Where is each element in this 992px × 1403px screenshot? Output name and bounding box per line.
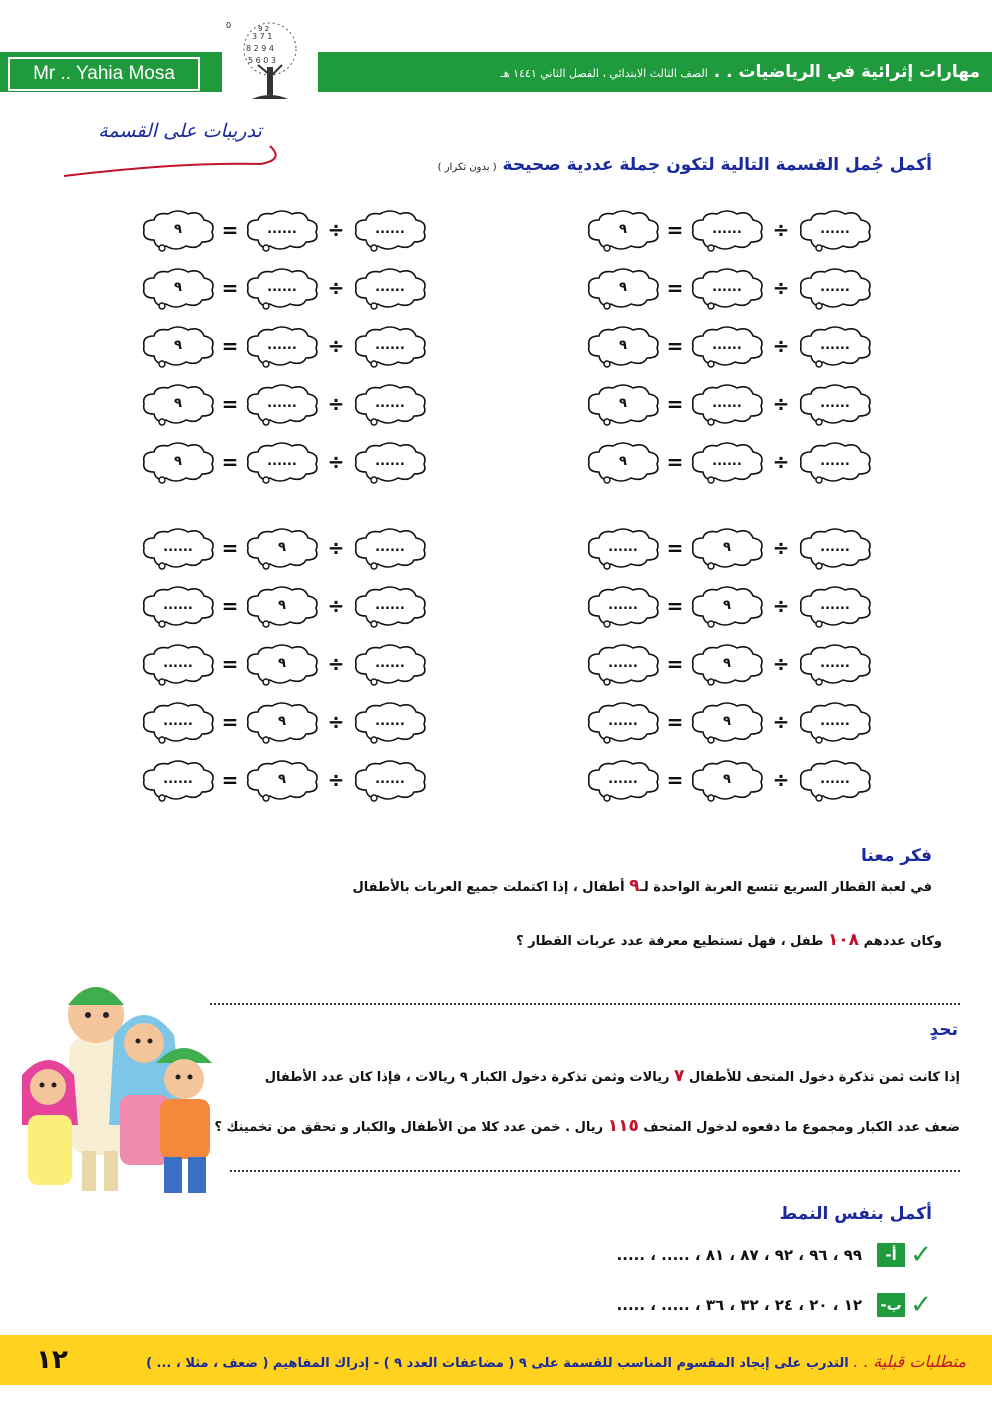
divide-sign: ÷ [772, 276, 790, 300]
divide-sign: ÷ [327, 594, 345, 618]
division-equation [140, 442, 460, 486]
result-cloud-value: ...... [608, 656, 638, 671]
challenge-line-1 [265, 1066, 960, 1086]
result-cloud-value: ...... [608, 598, 638, 613]
divisor-cloud-value: ...... [267, 454, 297, 469]
dividend-cloud[interactable] [352, 760, 428, 804]
divisor-cloud[interactable] [244, 268, 320, 312]
divide-sign: ÷ [772, 768, 790, 792]
divisor-cloud[interactable] [689, 586, 765, 630]
equals-sign: = [666, 536, 684, 560]
divide-sign: ÷ [327, 710, 345, 734]
divisor-cloud[interactable] [244, 442, 320, 486]
division-equation [585, 528, 905, 572]
footer-lead: متطلبات قبلية . . [852, 1352, 966, 1371]
dividend-cloud[interactable] [797, 326, 873, 370]
divisor-cloud-value: ٩ [723, 714, 731, 729]
divisor-cloud[interactable] [244, 528, 320, 572]
equals-sign: = [221, 536, 239, 560]
equals-sign: = [221, 768, 239, 792]
dividend-cloud-value: ...... [820, 714, 850, 729]
think-number-9: ٩ [629, 876, 640, 896]
divide-sign: ÷ [772, 450, 790, 474]
dividend-cloud-value: ...... [820, 280, 850, 295]
dividend-cloud[interactable] [352, 644, 428, 688]
dividend-cloud-value: ...... [820, 540, 850, 555]
divisor-cloud-value: ...... [267, 280, 297, 295]
logo-caption: 0 [226, 21, 232, 30]
dividend-cloud-value: ...... [820, 222, 850, 237]
divisor-cloud-value: ...... [267, 222, 297, 237]
svg-text:8 2 9 4: 8 2 9 4 [246, 44, 274, 53]
division-equation [140, 210, 460, 254]
division-equation [140, 326, 460, 370]
equals-sign: = [221, 276, 239, 300]
divisor-cloud[interactable] [689, 268, 765, 312]
equals-sign: = [666, 768, 684, 792]
equals-sign: = [666, 710, 684, 734]
division-equation [585, 586, 905, 630]
divisor-cloud-value: ٩ [723, 540, 731, 555]
equals-sign: = [666, 392, 684, 416]
dividend-cloud[interactable] [352, 268, 428, 312]
header-main-title: مهارات إثرائية في الرياضيات . . [713, 62, 980, 82]
divide-sign: ÷ [327, 768, 345, 792]
challenge-line-2 [214, 1116, 960, 1136]
dividend-cloud-value: ...... [820, 656, 850, 671]
division-equation [140, 760, 460, 804]
division-equation [140, 268, 460, 312]
think-line-2 [516, 930, 942, 950]
result-cloud[interactable] [585, 760, 661, 804]
division-equation [585, 760, 905, 804]
dividend-cloud-value: ...... [375, 656, 405, 671]
tree-logo-icon [222, 15, 318, 111]
result-cloud-value: ...... [608, 714, 638, 729]
result-cloud[interactable] [140, 326, 216, 370]
dividend-cloud[interactable] [797, 586, 873, 630]
result-cloud[interactable] [140, 586, 216, 630]
children-illustration [14, 975, 234, 1205]
result-cloud-value: ٩ [174, 338, 182, 353]
divisor-cloud-value: ...... [267, 338, 297, 353]
dividend-cloud[interactable] [797, 528, 873, 572]
dividend-cloud[interactable] [352, 528, 428, 572]
divide-sign: ÷ [327, 392, 345, 416]
challenge-line-1-a: إذا كانت ثمن تذكرة دخول المتحف للأطفال [688, 1070, 960, 1085]
red-underline-swoosh [60, 140, 290, 190]
dividend-cloud[interactable] [797, 760, 873, 804]
divisor-cloud-value: ٩ [278, 540, 286, 555]
challenge-line-2-a: ضعف عدد الكبار ومجموع ما دفعوه لدخول المتحف [643, 1120, 960, 1135]
divide-sign: ÷ [772, 536, 790, 560]
result-cloud[interactable] [585, 268, 661, 312]
equals-sign: = [666, 334, 684, 358]
challenge-number-7: ٧ [674, 1066, 685, 1086]
result-cloud-value: ...... [163, 772, 193, 787]
challenge-title: تحدٍ [929, 1020, 958, 1040]
pattern-row-b [617, 1290, 932, 1320]
result-cloud[interactable] [585, 384, 661, 428]
result-cloud-value: ...... [608, 540, 638, 555]
svg-text:3 7 1: 3 7 1 [252, 32, 273, 41]
dividend-cloud-value: ...... [820, 338, 850, 353]
dividend-cloud[interactable] [352, 586, 428, 630]
divide-sign: ÷ [327, 218, 345, 242]
result-cloud-value: ...... [163, 656, 193, 671]
footer-main: التدرب على إيجاد المقسوم المناسب للقسمة على ٩ ( مضاعفات العدد ٩ ) - إدراك المفاهيم ( ضعف ، مثلا ، ... ) [146, 1356, 849, 1371]
equals-sign: = [666, 594, 684, 618]
dividend-cloud[interactable] [352, 210, 428, 254]
equals-sign: = [221, 652, 239, 676]
result-cloud-value: ٩ [174, 396, 182, 411]
instruction-text: أكمل جُمل القسمة التالية لتكون جملة عددية صحيحة [502, 155, 932, 175]
result-cloud[interactable] [140, 760, 216, 804]
divisor-cloud-value: ٩ [278, 656, 286, 671]
dividend-cloud-value: ...... [375, 598, 405, 613]
equals-sign: = [666, 450, 684, 474]
think-line-2-b: طفل ، فهل تستطيع معرفة عدد عربات القطار ؟ [516, 934, 824, 949]
think-line-1-b: أطفال ، إذا اكتملت جميع العربات بالأطفال [352, 880, 625, 895]
divisor-cloud[interactable] [244, 702, 320, 746]
divide-sign: ÷ [772, 652, 790, 676]
dividend-cloud[interactable] [352, 702, 428, 746]
dividend-cloud-value: ...... [375, 454, 405, 469]
divisor-cloud[interactable] [244, 326, 320, 370]
divisor-cloud[interactable] [689, 760, 765, 804]
check-icon: ✓ [910, 1240, 932, 1270]
equals-sign: = [221, 594, 239, 618]
instruction [438, 155, 932, 175]
dividend-cloud[interactable] [352, 384, 428, 428]
equals-sign: = [221, 710, 239, 734]
division-equation [585, 384, 905, 428]
divisor-cloud-value: ٩ [723, 656, 731, 671]
tree-logo [222, 15, 318, 111]
result-cloud[interactable] [585, 586, 661, 630]
result-cloud-value: ٩ [174, 454, 182, 469]
divisor-cloud-value: ٩ [723, 772, 731, 787]
equals-sign: = [666, 218, 684, 242]
dividend-cloud-value: ...... [375, 338, 405, 353]
result-cloud[interactable] [140, 268, 216, 312]
dividend-cloud-value: ...... [375, 772, 405, 787]
result-cloud[interactable] [585, 442, 661, 486]
divide-sign: ÷ [772, 218, 790, 242]
pattern-label-a: أ- [877, 1243, 905, 1267]
divisor-cloud-value: ٩ [723, 598, 731, 613]
equals-sign: = [666, 276, 684, 300]
result-cloud[interactable] [585, 528, 661, 572]
equals-sign: = [221, 392, 239, 416]
equals-sign: = [221, 334, 239, 358]
pattern-sequence-a[interactable]: ٩٩ ، ٩٦ ، ٩٢ ، ٨٧ ، ٨١ ، ..... ، ..... [616, 1246, 863, 1264]
challenge-answer-line[interactable] [230, 1170, 960, 1172]
divisor-cloud-value: ...... [712, 280, 742, 295]
header-title [501, 52, 980, 92]
divide-sign: ÷ [772, 594, 790, 618]
divisor-cloud-value: ٩ [278, 714, 286, 729]
equals-sign: = [221, 218, 239, 242]
division-equation [585, 210, 905, 254]
pattern-label-b: ب- [877, 1293, 905, 1317]
result-cloud[interactable] [585, 702, 661, 746]
author-label: Mr .. Yahia Mosa [8, 57, 200, 91]
divisor-cloud-value: ...... [712, 454, 742, 469]
dividend-cloud-value: ...... [820, 396, 850, 411]
instruction-note: ( بدون تكرار ) [437, 162, 497, 173]
division-equation [140, 384, 460, 428]
divisor-cloud[interactable] [244, 760, 320, 804]
divisor-cloud-value: ...... [712, 396, 742, 411]
challenge-number-115: ١١٥ [607, 1116, 639, 1136]
divisor-cloud-value: ...... [712, 338, 742, 353]
divide-sign: ÷ [772, 710, 790, 734]
divisor-cloud[interactable] [689, 326, 765, 370]
result-cloud-value: ...... [163, 540, 193, 555]
result-cloud[interactable] [585, 210, 661, 254]
think-line-1-a: في لعبة القطار السريع تتسع العربة الواحدة لـ [639, 880, 932, 895]
dividend-cloud-value: ...... [375, 222, 405, 237]
result-cloud-value: ...... [608, 772, 638, 787]
dividend-cloud[interactable] [797, 644, 873, 688]
check-icon: ✓ [910, 1290, 932, 1320]
divisor-cloud-value: ...... [712, 222, 742, 237]
divisor-cloud[interactable] [689, 210, 765, 254]
divisor-cloud-value: ٩ [278, 598, 286, 613]
dividend-cloud-value: ...... [820, 598, 850, 613]
header-subtitle: الصف الثالث الابتدائي ، الفصل الثاني ١٤٤١ هـ [500, 67, 708, 80]
divide-sign: ÷ [772, 334, 790, 358]
dividend-cloud[interactable] [797, 442, 873, 486]
dividend-cloud[interactable] [352, 326, 428, 370]
result-cloud[interactable] [140, 210, 216, 254]
dividend-cloud[interactable] [797, 210, 873, 254]
division-equation [585, 326, 905, 370]
challenge-line-1-b: ريالات وثمن تذكرة دخول الكبار ٩ ريالات ، فإذا كان عدد الأطفال [264, 1070, 670, 1085]
divisor-cloud[interactable] [689, 528, 765, 572]
section-title: تدريبات على القسمة [98, 120, 262, 142]
division-equation [140, 528, 460, 572]
division-equation [140, 702, 460, 746]
divisor-cloud-value: ...... [267, 396, 297, 411]
result-cloud-value: ٩ [619, 280, 627, 295]
divide-sign: ÷ [327, 276, 345, 300]
result-cloud[interactable] [140, 384, 216, 428]
page-number: ١٢ [36, 1345, 68, 1375]
challenge-line-2-b: ريال . خمن عدد كلا من الأطفال والكبار و تحقق من تخمينك ؟ [214, 1120, 604, 1135]
divide-sign: ÷ [772, 392, 790, 416]
division-equation [585, 442, 905, 486]
result-cloud[interactable] [140, 442, 216, 486]
dividend-cloud-value: ...... [820, 454, 850, 469]
result-cloud[interactable] [140, 528, 216, 572]
divide-sign: ÷ [327, 334, 345, 358]
result-cloud[interactable] [140, 644, 216, 688]
dividend-cloud[interactable] [797, 384, 873, 428]
divisor-cloud[interactable] [689, 644, 765, 688]
dividend-cloud-value: ...... [375, 714, 405, 729]
result-cloud-value: ٩ [619, 222, 627, 237]
result-cloud-value: ...... [163, 598, 193, 613]
divisor-cloud[interactable] [689, 702, 765, 746]
result-cloud[interactable] [585, 644, 661, 688]
equals-sign: = [666, 652, 684, 676]
divisor-cloud[interactable] [244, 210, 320, 254]
svg-text:5 6 0 3: 5 6 0 3 [248, 56, 276, 65]
think-number-108: ١٠٨ [827, 930, 860, 950]
pattern-title: أكمل بنفس النمط [779, 1204, 932, 1224]
result-cloud[interactable] [585, 326, 661, 370]
divide-sign: ÷ [327, 450, 345, 474]
svg-text:9 2: 9 2 [258, 25, 270, 33]
divisor-cloud[interactable] [689, 442, 765, 486]
division-equation [140, 644, 460, 688]
pattern-sequence-b[interactable]: ١٢ ، ٢٠ ، ٢٤ ، ٣٢ ، ٣٦ ، ..... ، ..... [616, 1296, 863, 1314]
division-equation [585, 644, 905, 688]
result-cloud-value: ٩ [174, 222, 182, 237]
divide-sign: ÷ [327, 652, 345, 676]
dividend-cloud[interactable] [797, 702, 873, 746]
division-equation [585, 268, 905, 312]
result-cloud[interactable] [140, 702, 216, 746]
footer-text [146, 1352, 966, 1371]
think-line-1 [352, 876, 932, 896]
equals-sign: = [221, 450, 239, 474]
pattern-row-a [617, 1240, 932, 1270]
dividend-cloud[interactable] [797, 268, 873, 312]
think-line-2-a: وكان عددهم [863, 934, 942, 949]
result-cloud-value: ٩ [619, 396, 627, 411]
divisor-cloud[interactable] [244, 586, 320, 630]
result-cloud-value: ٩ [174, 280, 182, 295]
dividend-cloud-value: ...... [820, 772, 850, 787]
divisor-cloud[interactable] [244, 384, 320, 428]
result-cloud-value: ...... [163, 714, 193, 729]
dividend-cloud-value: ...... [375, 280, 405, 295]
result-cloud-value: ٩ [619, 338, 627, 353]
divisor-cloud-value: ٩ [278, 772, 286, 787]
division-equation [585, 702, 905, 746]
dividend-cloud-value: ...... [375, 540, 405, 555]
result-cloud-value: ٩ [619, 454, 627, 469]
divide-sign: ÷ [327, 536, 345, 560]
division-equation [140, 586, 460, 630]
divisor-cloud[interactable] [244, 644, 320, 688]
dividend-cloud[interactable] [352, 442, 428, 486]
think-title: فكر معنا [861, 846, 932, 866]
dividend-cloud-value: ...... [375, 396, 405, 411]
divisor-cloud[interactable] [689, 384, 765, 428]
think-answer-line[interactable] [210, 1003, 960, 1005]
